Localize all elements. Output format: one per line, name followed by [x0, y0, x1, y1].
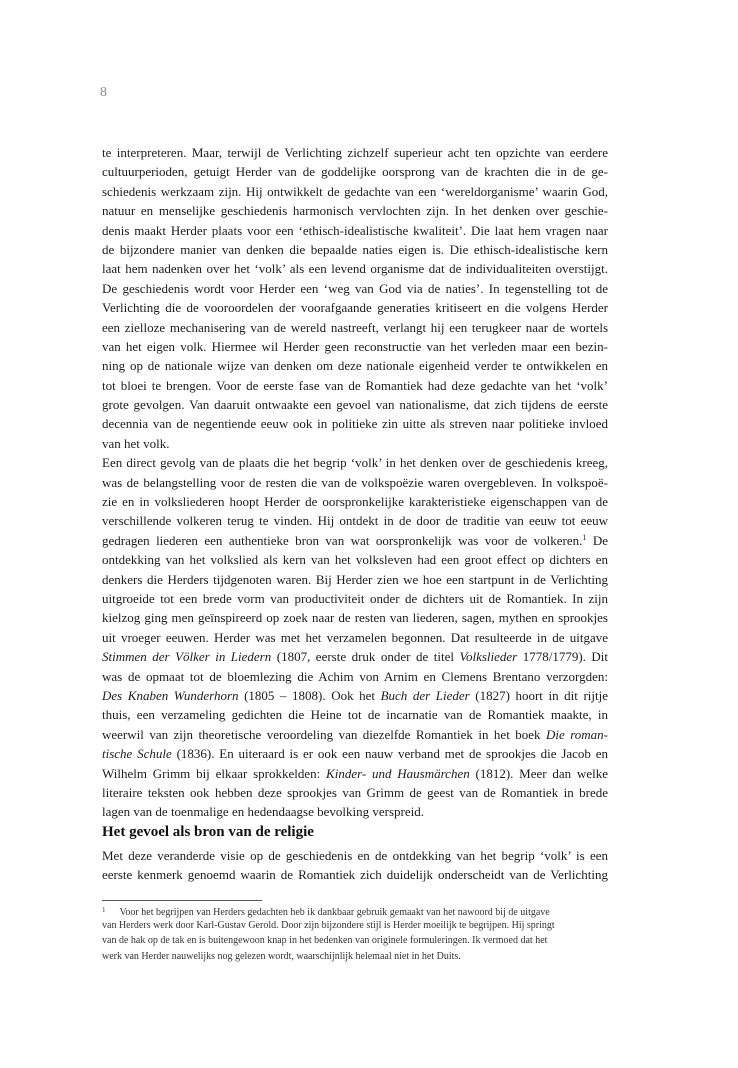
text-line: zie en in volksliederen hoopt Herder de oorspronkelijke karakteristieke eigenschappen van de: [102, 494, 608, 510]
paragraph-herder-verlichting: [102, 143, 608, 822]
text-line: Met deze veranderde visie op de geschiedenis en de ontdekking van het begrip ‘volk’ is een: [102, 848, 608, 863]
text-line: lagen van de toenmalige en hedendaagse bevolking verspreid.: [102, 804, 424, 820]
line-text: De: [586, 532, 608, 548]
text-line: laat hem nadenken over het ‘volk’ als een levend organisme dat de individualiteiten overstijgt.: [102, 261, 608, 277]
line-text: (1812). Meer dan welke: [469, 765, 608, 781]
footnote-line: van Herders werk door Karl-Gustav Gerold. Door zijn bijzondere stijl is Herder moeilijk te begrijpen. Hij springt: [102, 920, 555, 932]
text-line: [102, 647, 608, 666]
text-line: [102, 531, 608, 550]
text-line: literaire teksten ook hebben deze sprookjes van Grimm de geest van de Romantiek in brede: [102, 784, 608, 800]
footnote: [102, 903, 608, 964]
page-number: 8: [100, 85, 107, 100]
text-line: van het eigen volk. Hiermee wil Herder geen reconstructie van het verleden maar een bezin-: [102, 338, 608, 354]
text-line: de bijzondere manier van denken die bepaalde naties eigen is. Die ethisch-idealistische kern: [102, 241, 608, 257]
text-line: te interpreteren. Maar, terwijl de Verlichting zichzelf superieur acht ten opzichte van eerdere: [102, 145, 608, 160]
line-text: Voor het begrijpen van Herders gedachten heb ik dankbaar gebruik gemaakt van het nawoord bij de uitgave: [119, 907, 550, 918]
text-line: [102, 744, 608, 763]
text-line: tot bloei te brengen. Voor de eerste fase van de Romantiek had deze gedachte van het ‘volk’: [102, 377, 608, 393]
text-line: verschillende volkeren terug te vinden. Hij ontdekt in de door de traditie van eeuw tot eeuw: [102, 513, 608, 529]
text-line: van het volk.: [102, 435, 170, 451]
title-italic: Kinder- und Hausmärchen: [326, 765, 470, 781]
text-line: cultuurperioden, getuigt Herder van de goddelijke oorsprong van de krachten die in de ge-: [102, 164, 608, 180]
title-italic: Des Knaben Wunderhorn: [102, 687, 239, 703]
text-line: decennia van de negentiende eeuw ook in politieke zin uitte als streven naar politieke invloed: [102, 416, 608, 432]
title-italic: Buch der Lieder: [380, 687, 470, 703]
title-italic: Volkslieder: [459, 649, 518, 665]
footnote-line: van de hak op de tak en is buitengewoon knap in het bedenken van originele formuleringen. Ik vermoed dat het: [102, 935, 548, 947]
text-line: een zielloze mechanisering van de wereld nastreeft, verlangt hij een terugkeer naar de wortels: [102, 319, 608, 335]
text-line: uitgroeide tot een brede vorm van productiviteit onder de dichters uit de Romantiek. In zijn: [102, 590, 608, 606]
footnote-reference[interactable]: 1: [582, 532, 587, 542]
line-text: (1827) hoort in dit rijtje: [469, 687, 608, 703]
text-line: Een direct gevolg van de plaats die het begrip ‘volk’ in het denken over de geschiedenis kreeg,: [102, 455, 608, 471]
text-line: uit vroeger eeuwen. Herder was met het verzamelen begonnen. Dat resulteerde in de uitgave: [102, 629, 608, 645]
title-italic: tische Schule: [102, 746, 172, 762]
footnote-number: 1: [102, 906, 106, 914]
paragraph-section-intro: [102, 846, 608, 885]
text-line: schiedenis werkzaam zijn. Hij ontwikkelt de gedachte van een ‘wereldorganisme’ waarin God,: [102, 183, 608, 199]
text-line: Verlichting die de vooroordelen der voorafgaande generaties kritiseert en die volgens Herder: [102, 300, 608, 316]
text-line: [102, 764, 608, 783]
title-italic: Die roman-: [545, 726, 608, 742]
text-line: grote gevolgen. Van daaruit ontwaakte een gevoel van nationalisme, dat zich tijdens de eerste: [102, 397, 608, 413]
text-line: denkers die Herders tijdgenoten waren. Bij Herder zien we hoe een startpunt in de Verlichting: [102, 571, 608, 587]
text-line: De geschiedenis wordt voor Herder een ‘weg van God via de naties’. In tegenstelling tot de: [102, 280, 608, 296]
line-text: (1805 – 1808). Ook het: [238, 687, 381, 703]
line-text: (1836). En uiteraard is er ook een nauw verband met de sprookjes die Jacob en: [171, 746, 608, 762]
text-line: eerste kenmerk genoemd waarin de Romantiek zich duidelijk onderscheidt van de Verlichting: [102, 867, 608, 883]
text-line: ontdekking van het volkslied als kern van het volksleven had een groot effect op dichters en: [102, 552, 608, 568]
line-text: Wilhelm Grimm bij elkaar sprokkelden:: [102, 765, 327, 781]
text-line: [102, 725, 608, 744]
text-line: was de opmaat tot de bloemlezing die Achim von Arnim en Clemens Brentano verzorgden:: [102, 668, 608, 684]
line-text: (1807, eerste druk onder de titel: [271, 649, 460, 665]
title-italic: Stimmen der Völker in Liedern: [102, 649, 272, 665]
text-line: denis maakt Herder plaats voor een ‘ethisch-idealistische kwaliteit’. Die laat hem vragen naar: [102, 222, 608, 238]
footnote-line: werk van Herder nauwelijks nog gelezen wordt, waarschijnlijk helemaal niet in het Duits.: [102, 950, 461, 962]
section-heading: Het gevoel als bron van de religie: [102, 824, 314, 840]
line-text: gedragen liederen een authentieke bron van wat oorspronkelijk was voor de volkeren.: [102, 532, 583, 548]
text-line: kielzog ging men geïnspireerd op zoek naar de resten van liederen, sagen, mythen en sprookjes: [102, 610, 608, 626]
text-line: natuur en menselijke geschiedenis harmonisch vervlochten zijn. In het denken over geschie-: [102, 203, 608, 219]
line-text: weerwil van zijn theoretische veroordeling van diezelfde Romantiek in het boek: [102, 726, 546, 742]
text-line: ning op de nationale wijze van denken om deze nationale eigenheid verder te ontwikkelen en: [102, 358, 608, 374]
text-line: thuis, een verzameling gedichten die Heine tot de incarnatie van de Romantiek maakte, in: [102, 707, 608, 723]
footnote-divider: [102, 900, 262, 901]
footnote-line: [102, 903, 608, 918]
line-text: 1778/1779). Dit: [517, 649, 608, 665]
text-line: was de belangstelling voor de resten die van de volkspoëzie waren overgebleven. In volkspoë-: [102, 474, 608, 490]
text-line: [102, 686, 608, 705]
